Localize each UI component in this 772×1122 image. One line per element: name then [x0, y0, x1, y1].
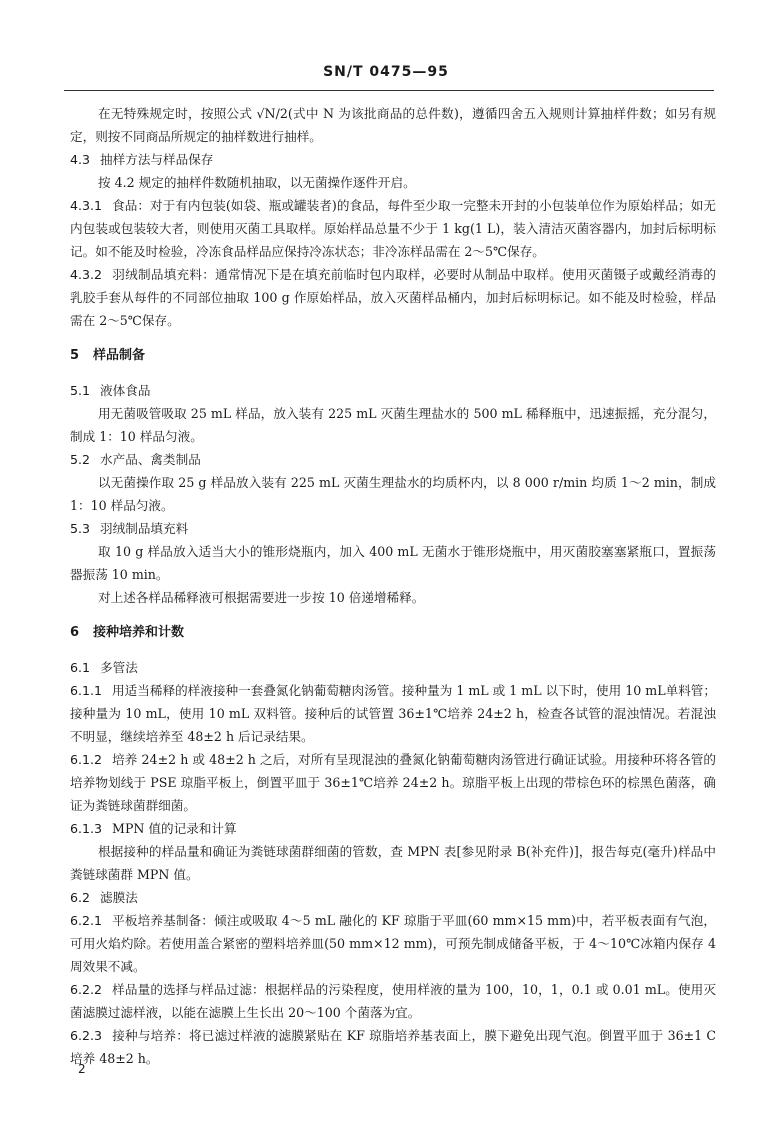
section-6-2-heading	[70, 886, 716, 909]
section-number: 6.1	[70, 660, 91, 675]
clause-text: 样品量的选择与样品过滤：根据样品的污染程度，使用样液的量为 100，10，1，0.1 或 0.01 mL。使用灭菌滤膜过滤样液，以能在滤膜上生长出 20～100 个菌落为宜。	[70, 982, 716, 1020]
clause-6-2-3	[70, 1024, 716, 1070]
section-4-3-heading	[70, 148, 716, 171]
section-5-3-paragraph: 取 10 g 样品放入适当大小的锥形烧瓶内，加入 400 mL 无菌水于锥形烧瓶中，用灭菌胶塞塞紧瓶口，置振荡器振荡 10 min。	[70, 544, 716, 582]
section-number: 6.2	[70, 890, 91, 905]
clause-text: 用适当稀释的样液接种一套叠氮化钠葡萄糖肉汤管。接种量为 1 mL 或 1 mL 以下时，使用 10 mL单料管；接种量为 10 mL，使用 10 mL 双料管。接种后的试管置 36±1℃培养 24±2 h，检查各试管的混浊情况。若混浊不明显，继续培养至 48±2 h 后记录结果。	[70, 683, 716, 744]
standard-code-header: SN/T 0475—95	[323, 64, 449, 80]
section-title: 接种培养和计数	[93, 625, 185, 640]
section-number: 5	[70, 348, 80, 363]
clause-6-1-1	[70, 679, 716, 748]
dilution-paragraph: 对上述各样品稀释液可根据需要进一步按 10 倍递增稀释。	[98, 590, 425, 605]
clause-4-3-1	[70, 194, 716, 263]
clause-text: 羽绒制品填充料：通常情况下是在填充前临时包内取样，必要时从制品中取样。使用灭菌镊子或戴经消毒的乳胶手套从每件的不同部位抽取 100 g 作原始样品，放入灭菌样品桶内，加封后标明标记。如不能及时检验，样品需在 2～5℃保存。	[70, 267, 716, 328]
clause-text: 食品：对于有内包装(如袋、瓶或罐装者)的食品，每件至少取一完整未开封的小包装单位作为原始样品；如无内包装或包装较大者，则使用灭菌工具取样。原始样品总量不少于 1 kg(1 L)，装入清洁灭菌容器内，加封后标明标记。如不能及时检验，冷冻食品样品应保持冷冻状态；非冷冻样品需在 2～5℃保存。	[70, 198, 716, 259]
clause-text: 培养 24±2 h 或 48±2 h 之后，对所有呈现混浊的叠氮化钠葡萄糖肉汤管进行确证试验。用接种环将各管的培养物划线于 PSE 琼脂平板上，倒置平皿于 36±1℃培养 24±2 h。琼脂平板上出现的带棕色环的棕黑色菌落，确证为粪链球菌群细菌。	[70, 752, 716, 813]
clause-number: 6.2.2	[70, 982, 103, 997]
clause-text: 接种与培养：将已滤过样液的滤膜紧贴在 KF 琼脂培养基表面上，膜下避免出现气泡。倒置平皿于 36±1 C培养 48±2 h。	[70, 1028, 716, 1066]
section-number: 5.3	[70, 521, 91, 536]
section-number: 6	[70, 625, 80, 640]
header-rule	[64, 90, 714, 91]
section-5-1-paragraph: 用无菌吸管吸取 25 mL 样品，放入装有 225 mL 灭菌生理盐水的 500 mL 稀释瓶中，迅速振摇，充分混匀，制成 1：10 样品匀液。	[70, 406, 716, 444]
clause-text: 平板培养基制备：倾注或吸取 4～5 mL 融化的 KF 琼脂于平皿(60 mm×15 mm)中，若平板表面有气泡，可用火焰灼除。若使用盖合紧密的塑料培养皿(50 mm×12 mm)，可预先制成储备平板，于 4～10℃冰箱内保存 4 周效果不减。	[70, 913, 716, 974]
section-title: MPN 值的记录和计算	[112, 821, 237, 836]
section-5-2-paragraph: 以无菌操作取 25 g 样品放入装有 225 mL 灭菌生理盐水的均质杯内，以 8 000 r/min 均质 1～2 min，制成 1：10 样品匀液。	[70, 475, 716, 513]
clause-number: 6.1.1	[70, 683, 103, 698]
section-number: 6.1.3	[70, 821, 103, 836]
section-5-heading	[70, 344, 716, 367]
section-6-1-heading	[70, 656, 716, 679]
section-6-1-3-paragraph: 根据接种的样品量和确证为粪链球菌群细菌的管数，查 MPN 表[参见附录 B(补充件)]，报告每克(毫升)样品中粪链球菌群 MPN 值。	[70, 844, 716, 882]
clause-6-1-2	[70, 748, 716, 817]
sampling-formula-paragraph: 在无特殊规定时，按照公式 √N/2(式中 N 为该批商品的总件数)，遵循四舍五入规则计算抽样件数；如另有规定，则按不同商品所规定的抽样数进行抽样。	[70, 106, 716, 144]
clause-number: 6.2.1	[70, 913, 103, 928]
section-number: 5.2	[70, 452, 91, 467]
clause-6-2-1	[70, 909, 716, 978]
section-title: 样品制备	[93, 348, 146, 363]
clause-number: 6.2.3	[70, 1028, 103, 1043]
clause-number: 4.3.2	[70, 267, 103, 282]
document-body	[70, 102, 716, 1070]
clause-6-2-2	[70, 978, 716, 1024]
section-title: 水产品、禽类制品	[100, 452, 201, 467]
clause-number: 6.1.2	[70, 752, 103, 767]
section-5-1-heading	[70, 379, 716, 402]
section-title: 多管法	[100, 660, 138, 675]
section-6-1-3-heading	[70, 817, 716, 840]
section-number: 4.3	[70, 152, 91, 167]
clause-4-3-2	[70, 263, 716, 332]
section-5-2-heading	[70, 448, 716, 471]
section-number: 5.1	[70, 383, 91, 398]
section-6-heading	[70, 621, 716, 644]
section-4-3-paragraph: 按 4.2 规定的抽样件数随机抽取，以无菌操作逐件开启。	[98, 175, 416, 190]
section-title: 液体食品	[100, 383, 151, 398]
section-5-3-heading	[70, 517, 716, 540]
section-title: 滤膜法	[100, 890, 138, 905]
section-title: 抽样方法与样品保存	[100, 152, 214, 167]
section-title: 羽绒制品填充料	[100, 521, 189, 536]
clause-number: 4.3.1	[70, 198, 103, 213]
page-number: 2	[78, 1062, 86, 1076]
